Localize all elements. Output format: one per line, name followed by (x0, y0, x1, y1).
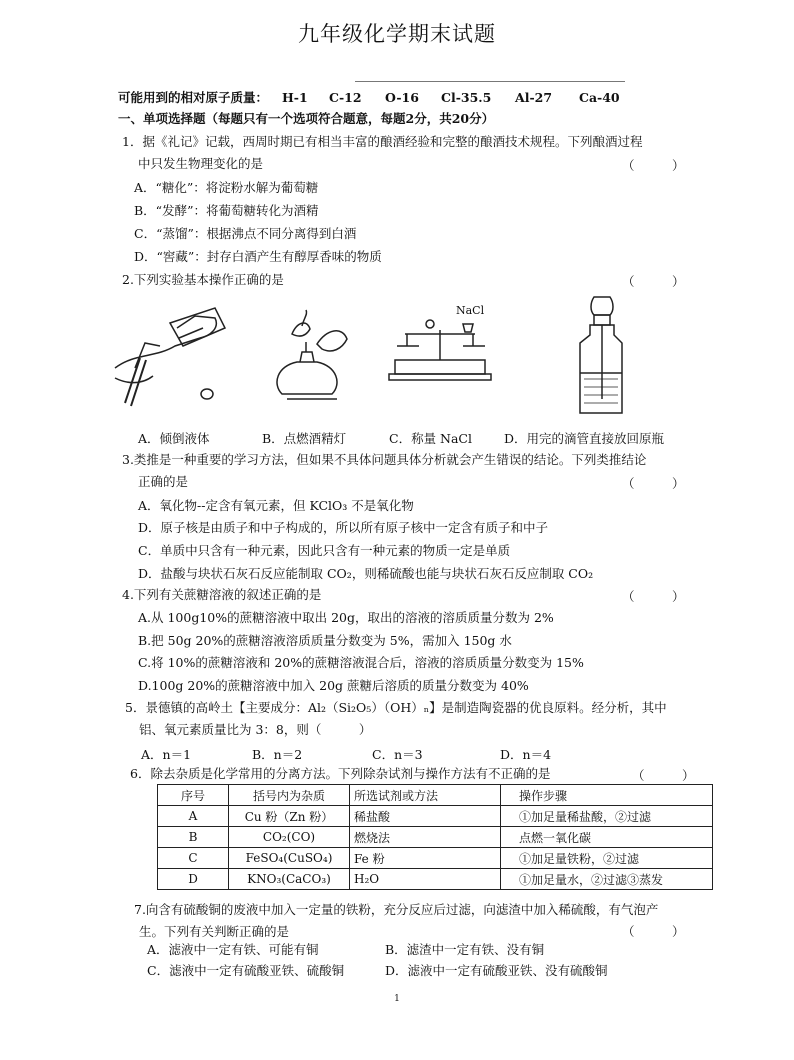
pouring-liquid-figure (105, 298, 240, 418)
table-cell: Fe 粉 (350, 848, 501, 869)
q2-option-d: D．用完的滴管直接放回原瓶 (504, 431, 665, 446)
nacl-label: NaCl (456, 304, 485, 317)
table-header-cell: 序号 (158, 785, 229, 806)
q3-option-d: D．盐酸与块状石灰石反应能制取 CO₂，则稀硫酸也能与块状石灰石反应制取 CO₂ (138, 566, 594, 581)
table-cell: H₂O (350, 869, 501, 890)
table-row (158, 806, 713, 827)
atomic-mass-al: Al-27 (515, 90, 553, 105)
atomic-mass-o: O-16 (385, 90, 419, 105)
q3-option-b: D．原子核是由质子和中子构成的，所以所有原子核中一定含有质子和中子 (138, 520, 549, 535)
q5-option-c: C．n＝3 (372, 747, 423, 762)
q1-stem-line2: 中只发生物理变化的是 (138, 156, 264, 171)
table-row (158, 848, 713, 869)
table-cell: A (158, 806, 229, 827)
table-cell: C (158, 848, 229, 869)
table-cell: ①加足量水，②过滤③蒸发 (501, 869, 713, 890)
q7-option-a: A．滤液中一定有铁、可能有铜 (147, 942, 319, 957)
q7-option-c: C．滤液中一定有硫酸亚铁、硫酸铜 (147, 963, 345, 978)
impurity-table (157, 784, 713, 890)
q2-option-b: B．点燃酒精灯 (262, 431, 347, 446)
q7-option-d: D．滤液中一定有硫酸亚铁、没有硫酸铜 (385, 963, 608, 978)
table-cell: B (158, 827, 229, 848)
q2-answer-paren: （ ） (622, 274, 685, 289)
title-rule (355, 81, 625, 82)
table-cell: D (158, 869, 229, 890)
page-title: 九年级化学期末试题 (298, 22, 496, 46)
table-cell: CO₂(CO) (229, 827, 350, 848)
q3-answer-paren: （ ） (622, 476, 685, 491)
table-cell: 燃烧法 (350, 827, 501, 848)
q5-option-d: D．n＝4 (500, 747, 552, 762)
atomic-mass-ca: Ca-40 (579, 90, 620, 105)
table-cell: KNO₃(CaCO₃) (229, 869, 350, 890)
q1-answer-paren: （ ） (622, 158, 685, 173)
q6-stem: 6．除去杂质是化学常用的分离方法。下列除杂试剂与操作方法有不正确的是 (130, 766, 551, 781)
q1-option-d: D．“窖藏”：封存白酒产生有醇厚香味的物质 (134, 249, 382, 264)
table-header-row (158, 785, 713, 806)
table-header-cell: 括号内为杂质 (229, 785, 350, 806)
balance-figure (385, 312, 495, 384)
q7-option-b: B．滤渣中一定有铁、没有铜 (385, 942, 545, 957)
q6-answer-paren: （ ） (632, 768, 695, 783)
q2-option-c: C．称量 NaCl (389, 431, 472, 446)
q3-option-c: C．单质中只含有一种元素，因此只含有一种元素的物质一定是单质 (138, 543, 511, 558)
table-header-cell: 操作步骤 (501, 785, 713, 806)
alcohol-lamp-figure (262, 304, 362, 414)
q7-stem-line2: 生。下列有关判断正确的是 (139, 924, 290, 939)
q4-answer-paren: （ ） (622, 589, 685, 604)
atomic-mass-c: C-12 (329, 90, 362, 105)
q5-stem-line1: 5．景德镇的高岭土【主要成分：Al₂（Si₂O₅）（OH）ₙ】是制造陶瓷器的优良原料。经分析，其中 (125, 700, 667, 715)
table-cell: ①加足量稀盐酸，②过滤 (501, 806, 713, 827)
table-cell: 稀盐酸 (350, 806, 501, 827)
q2-option-a: A．倾倒液体 (138, 431, 210, 446)
q4-option-b: B.把 50g 20%的蔗糖溶液溶质质量分数变为 5%，需加入 150g 水 (138, 633, 512, 648)
q4-option-d: D.100g 20%的蔗糖溶液中加入 20g 蔗糖后溶质的质量分数变为 40% (138, 678, 529, 693)
q4-option-a: A.从 100g10%的蔗糖溶液中取出 20g，取出的溶液的溶质质量分数为 2% (138, 610, 554, 625)
q5-option-a: A．n＝1 (141, 747, 192, 762)
q7-answer-paren: （ ） (622, 924, 685, 939)
table-cell: ①加足量铁粉，②过滤 (501, 848, 713, 869)
q2-stem: 2.下列实验基本操作正确的是 (122, 272, 284, 287)
q1-stem-line1: 1．据《礼记》记载，西周时期已有相当丰富的酿酒经验和完整的酿酒技术规程。下列酿酒过程 (122, 134, 643, 149)
q1-option-c: C．“蒸馏”：根据沸点不同分离得到白酒 (134, 226, 357, 241)
atomic-mass-cl: Cl-35.5 (441, 90, 492, 105)
q5-option-b: B．n＝2 (252, 747, 303, 762)
q3-option-a: A．氧化物--定含有氧元素，但 KClO₃ 不是氧化物 (138, 498, 414, 513)
table-cell: Cu 粉（Zn 粉） (229, 806, 350, 827)
table-cell: 点燃一氧化碳 (501, 827, 713, 848)
table-cell: FeSO₄(CuSO₄) (229, 848, 350, 869)
q3-stem-line1: 3.类推是一种重要的学习方法，但如果不具体问题具体分析就会产生错误的结论。下列类推结论 (122, 452, 647, 467)
page-number: 1 (394, 994, 400, 1004)
q1-option-b: B．“发酵”：将葡萄糖转化为酒精 (134, 203, 319, 218)
q4-stem: 4.下列有关蔗糖溶液的叙述正确的是 (122, 587, 322, 602)
table-row (158, 869, 713, 890)
table-header-cell: 所选试剂或方法 (350, 785, 501, 806)
atomic-mass-h: H-1 (282, 90, 308, 105)
q7-stem-line1: 7.向含有硫酸铜的废液中加入一定量的铁粉，充分反应后过滤，向滤渣中加入稀硫酸，有气泡产 (134, 902, 659, 917)
q3-stem-line2: 正确的是 (138, 474, 189, 489)
section-heading: 一、单项选择题（每题只有一个选项符合题意，每题2分，共20分） (118, 111, 495, 126)
q5-stem-line2: 铝、氧元素质量比为 3：8，则（ ） (139, 722, 372, 737)
atomic-mass-label: 可能用到的相对原子质量： (118, 90, 269, 105)
q1-option-a: A．“糖化”：将淀粉水解为葡萄糖 (134, 180, 319, 195)
q4-option-c: C.将 10%的蔗糖溶液和 20%的蔗糖溶液混合后，溶液的溶质质量分数变为 15% (138, 655, 584, 670)
dropper-bottle-figure (572, 295, 632, 417)
table-row (158, 827, 713, 848)
